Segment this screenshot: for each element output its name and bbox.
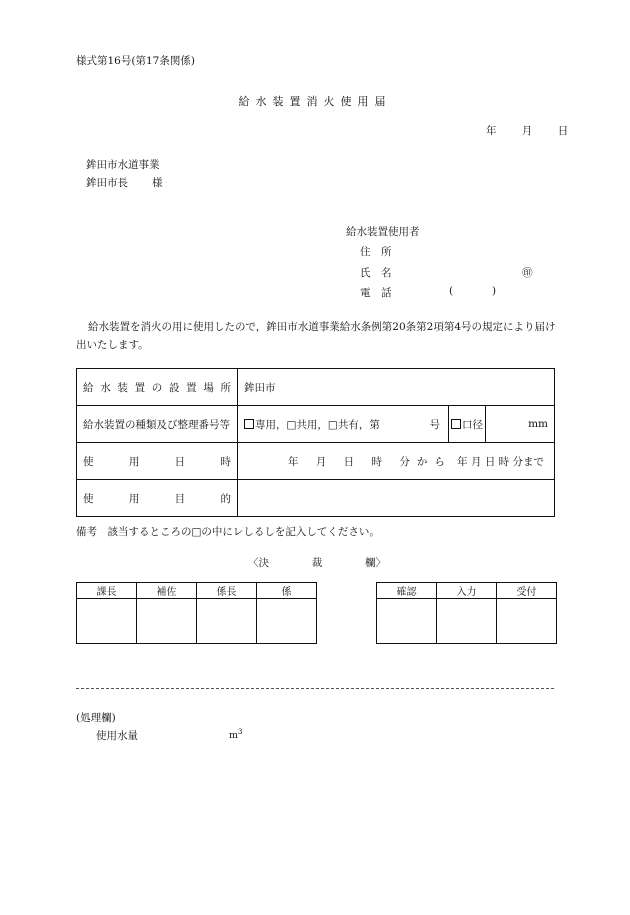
approval-header: 係 [257,583,317,599]
stamp-cell[interactable] [377,599,437,644]
table-row [77,443,555,480]
label-char: 水 [100,381,111,394]
addressee-mayor [86,175,163,190]
number-unit: 号 [429,418,440,431]
dashed-divider [76,688,554,689]
label-char: 場 [203,381,214,394]
mm-unit: mm [528,418,548,430]
label-char: 置 [134,381,146,394]
label-char: 所 [220,381,231,394]
purpose-label [77,480,238,517]
applicant-heading: 給水装置使用者 [346,226,420,238]
datetime-label [77,443,238,480]
stamp-cell[interactable] [437,599,497,644]
stamp-cell[interactable] [137,599,197,644]
label-char: 用 [128,455,140,468]
stamp-cell[interactable] [77,599,137,644]
location-field[interactable]: 鉾田市 [238,369,555,406]
table-row [77,480,555,517]
checkbox-icon[interactable] [451,419,461,429]
declaration-text: 給水装置を消火の用に使用したので，鉾田市水道事業給水条例第20条第2項第4号の規定により届け出いたします。 [76,321,556,351]
label-char: 用 [128,492,140,505]
date-day: 日 [557,125,569,137]
date-month: 月 [521,125,533,137]
approval-stamp-table-right [376,582,557,644]
purpose-field[interactable] [238,480,555,517]
applicant-phone-label: 電 話 [360,287,392,299]
applicant-address-label: 住 所 [360,246,392,258]
type-label: 給水装置の種類及び整理番号等 [77,406,238,443]
label-char: 装 [117,381,128,394]
label-char: 置 [186,381,197,394]
phone-paren-open: ( [449,285,454,297]
approval-header: 確認 [377,583,437,599]
form-number: 様式第16号(第17条関係) [76,55,195,67]
form-title: 給水装置消火使用届 [238,95,392,108]
addressee-title: 鉾田市長 [86,177,128,189]
table-row [77,369,555,406]
water-usage-label: 使用水量 [96,730,138,742]
label-char: の [151,381,163,394]
type-options[interactable] [238,406,449,442]
approval-header: 受付 [497,583,557,599]
diameter-field[interactable] [486,418,554,430]
seal-mark: ㊞ [522,267,533,279]
datetime-field[interactable] [238,443,555,480]
label-char: 的 [220,492,231,505]
label-char: 目 [174,492,186,505]
diameter-label: 口径 [449,406,486,442]
label-char: 使 [83,455,94,468]
table-row [77,406,555,443]
water-unit: $m^3$ [229,728,243,742]
type-field [238,406,555,443]
label-char: 日 [174,455,186,468]
label-char: 使 [83,492,94,505]
approval-header: 補佐 [137,583,197,599]
location-label [77,369,238,406]
datetime-to: 年 月 日 時 分まで [457,455,544,468]
approval-header: 課長 [77,583,137,599]
stamp-cell[interactable] [497,599,557,644]
remarks-note: 備考 該当するところの□の中にレしるしを記入してください。 [76,526,380,538]
applicant-name-label: 氏 名 [360,267,392,279]
date-line [486,123,568,138]
label-char: 給 [83,381,94,394]
checkbox-icon[interactable] [244,419,254,429]
date-year: 年 [486,125,497,137]
approval-header: 係長 [197,583,257,599]
datetime-from: 年 月 日 時 分から [288,455,452,468]
phone-paren-close: ) [492,285,497,297]
label-char: 時 [220,455,231,468]
processing-heading: (処理欄) [76,712,116,724]
addressee-org: 鉾田市水道事業 [86,159,160,171]
approval-header: 入力 [437,583,497,599]
honorific: 様 [152,177,163,189]
stamp-cell[interactable] [257,599,317,644]
usage-details-table [76,368,555,517]
decision-heading: 〈決 裁 欄〉 [248,557,386,569]
type-options-text: 専用，□共用，□共有，第 [255,418,380,431]
stamp-cell[interactable] [197,599,257,644]
label-char: 設 [168,381,180,394]
approval-stamp-table-left [76,582,317,644]
